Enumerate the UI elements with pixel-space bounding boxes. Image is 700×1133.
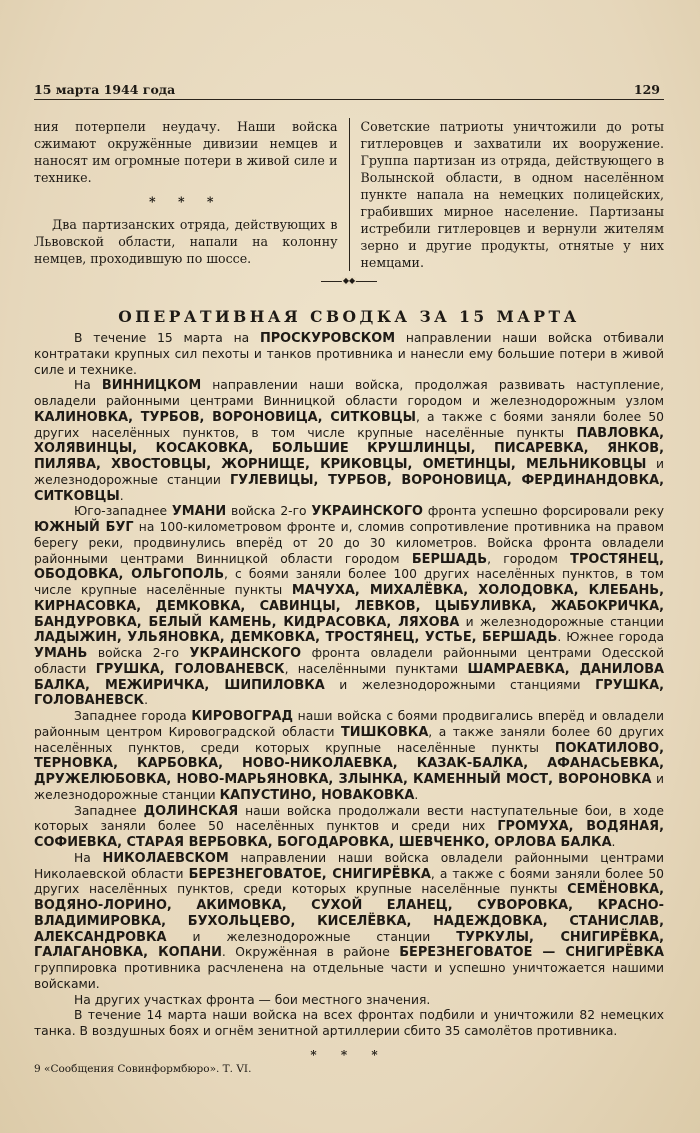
left-paragraph-2: Два партизанских отряда, действующих в Львовской области, напали на колонну немцев, проходившую по шоссе. <box>34 217 338 266</box>
left-paragraph-1: ния потерпели неудачу. Наши войска сжимают окружённые дивизии немцев и наносят им огромные потери в живой силе и технике. <box>34 119 338 185</box>
paragraph-text: наши войска продолжали вести наступательные бои, в ходе которых заняли более 50 населённых пунктов и среди них <box>34 803 664 834</box>
report-paragraph <box>34 1008 664 1040</box>
place-names: КАПУСТИНО, НОВАКОВКА <box>219 787 415 803</box>
place-names: БЕРЕЗНЕГОВАТОЕ — СНИГИРЁВКА <box>399 945 664 961</box>
paragraph-text: наши войска с боями продвигались вперёд и овладели районным центром Кировоградской области <box>34 709 664 739</box>
place-names: КАЛИНОВКА, ТУРБОВ, ВОРОНОВИЦА, СИТКОВЦЫ <box>34 409 416 425</box>
paragraph-text: . Окружённая в районе <box>221 945 400 960</box>
paragraph-text: и железнодорожные станции <box>34 457 665 487</box>
paragraph-text: и железнодорожные станции <box>459 614 664 629</box>
place-names: ГРУШКА, ГОЛОВАНЕВСК <box>34 677 664 709</box>
paragraph-text: , а также заняли более 60 других населённых пунктов, среди которых крупные населённые пункты <box>34 724 664 755</box>
paragraph-text: На <box>74 850 103 865</box>
paragraph-text: . <box>119 488 124 503</box>
place-names: ПРОСКУРОВСКОМ <box>259 331 396 346</box>
place-names: НИКОЛАЕВСКОМ <box>102 850 229 866</box>
page-number: 129 <box>633 82 660 97</box>
paragraph-text: . <box>144 693 148 708</box>
place-names: УКРАИНСКОГО <box>311 504 424 520</box>
paragraph-text: , с боями заняли более 100 других населённых пунктов, в том числе крупные населённые пункты <box>34 567 664 597</box>
paragraph-text: , а также с боями заняли более 50 других населённых пунктов, в том числе крупные населённые пункты <box>34 409 665 440</box>
paragraph-text: Западнее <box>74 803 144 818</box>
paragraph-text: Западнее города <box>74 709 192 723</box>
paragraph-text: , городом <box>487 551 571 566</box>
paragraph-text: В течение 15 марта на <box>74 331 260 345</box>
place-names: ТРОСТЯНЕЦ, ОБОДОВКА, ОЛЬГОПОЛЬ <box>34 551 664 583</box>
place-names: БЕРЕЗНЕГОВАТОЕ, СНИГИРЁВКА <box>188 866 431 882</box>
report-paragraph <box>34 804 664 851</box>
ornament-rule <box>321 276 377 285</box>
paragraph-text: , населёнными пунктами <box>284 661 468 676</box>
paragraph-text: На <box>74 378 102 393</box>
place-names: МАЧУХА, МИХАЛЁВКА, ХОЛОДОВКА, КЛЕБАНЬ, КИРНАСОВКА, ДЕМКОВКА, САВИНЦЫ, ЛЕВКОВ, ЦЫБУЛИВКА, ЖАБОКРИЧКА, БАНДУРОВКА, БЕЛЫЙ КАМЕНЬ, КИДРАСОВКА, ЛЯХОВА <box>34 583 665 630</box>
place-names: УМАНЬ <box>34 646 88 661</box>
paragraph-text: фронта овладели районными центрами Одесской области <box>34 646 664 676</box>
header-date: 15 марта 1944 года <box>34 82 176 97</box>
place-names: СЕМЁНОВКА, ВОДЯНО-ЛОРИНО, АКИМОВКА, СУХОЙ ЕЛАНЕЦ, СУВОРОВКА, КРАСНО-ВЛАДИМИРОВКА, БУХОЛЬЦЕВО, КИСЕЛЁВКА, НАДЕЖДОВКА, СТАНИСЛАВ, АЛЕКСАНДРОВКА <box>34 882 664 945</box>
paragraph-text: . <box>414 787 419 802</box>
place-names: ПАВЛОВКА, ХОЛЯВИНЦЫ, КОСАКОВКА, БОЛЬШИЕ КРУШЛИНЦЫ, ПИСАРЕВКА, ЯНКОВ, ПИЛЯВА, ХВОСТОВЦЫ, ЖОРНИЩЕ, КРИКОВЦЫ, ОМЕТИНЦЫ, МЕЛЬНИКОВЦЫ <box>34 425 664 472</box>
report-body <box>34 331 664 1040</box>
left-column <box>34 118 350 271</box>
place-names: ПОКАТИЛОВО, ТЕРНОВКА, КАРБОВКА, НОВО-НИКОЛАЕВКА, КАЗАК-БАЛКА, АФАНАСЬЕВКА, ДРУЖЕЛЮБОВКА, НОВО-МАРЬЯНОВКА, ЗЛЫНКА, КАМЕННЫЙ МОСТ, ВОРОНОВКА <box>34 740 664 787</box>
paragraph-text: направлении наши войска отбивали контратаки крупных сил пехоты и танков противника и нанесли ему большие потери в живой силе и технике. <box>34 331 664 377</box>
place-names: УКРАИНСКОГО <box>189 646 302 661</box>
paragraph-text: фронта успешно форсировали реку <box>423 504 664 519</box>
place-names: ЮЖНЫЙ БУГ <box>34 520 134 535</box>
place-names: ВИННИЦКОМ <box>101 378 202 394</box>
ornament-icon: ◆◆ <box>342 276 356 285</box>
report-paragraph <box>34 993 664 1009</box>
paragraph-text: В течение 14 марта наши войска на всех фронтах подбили и уничтожили 82 немецких танка. В воздушных боях и огнём зенитной артиллерии сбито 35 самолётов противника. <box>34 1008 664 1038</box>
paragraph-text: и железнодорожные станции <box>166 929 457 944</box>
end-stars: * * * <box>310 1047 388 1062</box>
paragraph-text: и железнодорожными станциями <box>324 677 596 692</box>
place-names: БЕРШАДЬ <box>411 551 488 567</box>
place-names: ЛАДЫЖИН, УЛЬЯНОВКА, ДЕМКОВКА, ТРОСТЯНЕЦ, УСТЬЕ, БЕРШАДЬ <box>34 630 558 646</box>
paragraph-text: , а также с боями заняли более 50 других населённых пунктов, среди которых крупные населённые пункты <box>34 866 664 897</box>
right-column <box>350 118 665 271</box>
report-paragraph <box>34 378 664 504</box>
report-paragraph <box>34 709 664 804</box>
right-paragraph-1: Советские патриоты уничтожили до роты гитлеровцев и захватили их вооружение. Группа партизан из отряда, действующего в Волынской области, в одном населённом пункте напала на немецких полицейских, грабивших мирное население. Партизаны истребили гитлеровцев и вернули жителям зерно и другие продукты, отнятые у них немцами. <box>360 119 664 270</box>
place-names: УМАНИ <box>171 504 227 520</box>
place-names: ТУРКУЛЫ, СНИГИРЁВКА, ГАЛАГАНОВКА, КОПАНИ <box>34 929 664 961</box>
place-names: ШАМРАЕВКА, ДАНИЛОВА БАЛКА, МЕЖИРИЧКА, ШИПИЛОВКА <box>34 661 665 693</box>
paragraph-text: войска 2-го <box>87 646 190 660</box>
paragraph-text: направлении наши войска, продолжая развивать наступление, овладели районными центрами Винницкой области городом и железнодорожным узлом <box>34 378 664 408</box>
report-title: ОПЕРАТИВНАЯ СВОДКА ЗА 15 МАРТА <box>118 307 580 326</box>
running-head <box>34 70 664 100</box>
report-paragraph <box>34 331 664 378</box>
paragraph-text: группировка противника расчленена на отдельные части и успешно уничтожается нашими войсками. <box>34 961 664 991</box>
place-names: ТИШКОВКА <box>340 724 429 740</box>
place-names: ГРУШКА, ГОЛОВАНЕВСК <box>95 661 285 677</box>
paragraph-text: На других участках фронта — бои местного значения. <box>74 992 431 1007</box>
paragraph-text: . Южнее города <box>557 630 664 645</box>
place-names: КИРОВОГРАД <box>191 709 294 724</box>
two-column-section <box>34 118 664 271</box>
report-paragraph <box>34 504 664 709</box>
paragraph-text: и железнодорожные станции <box>34 772 664 802</box>
paragraph-text: на 100-километровом фронте и, сломив сопротивление противника на правом берегу реки, продвинулись вперёд от 20 до 30 километров. Войска фронта овладели районными центрами Винницкой области городом <box>34 520 664 566</box>
report-paragraph <box>34 851 664 993</box>
place-names: ГРОМУХА, ВОДЯНАЯ, СОФИЕВКА, СТАРАЯ ВЕРБОВКА, БОГОДАРОВКА, ШЕВЧЕНКО, ОРЛОВА БАЛКА <box>34 819 664 850</box>
paragraph-text: Юго-западнее <box>74 504 172 519</box>
place-names: ДОЛИНСКАЯ <box>143 803 239 819</box>
place-names: ГУЛЕВИЦЫ, ТУРБОВ, ВОРОНОВИЦА, ФЕРДИНАНДОВКА, СИТКОВЦЫ <box>34 472 664 504</box>
paragraph-text: войска 2-го <box>226 504 312 519</box>
footer-note: 9 «Сообщения Совинформбюро». Т. VI. <box>34 1063 252 1075</box>
paragraph-text: направлении наши войска овладели районными центрами Николаевской области <box>34 850 664 881</box>
section-stars: * * * <box>148 194 223 209</box>
paragraph-text: . <box>611 835 616 849</box>
